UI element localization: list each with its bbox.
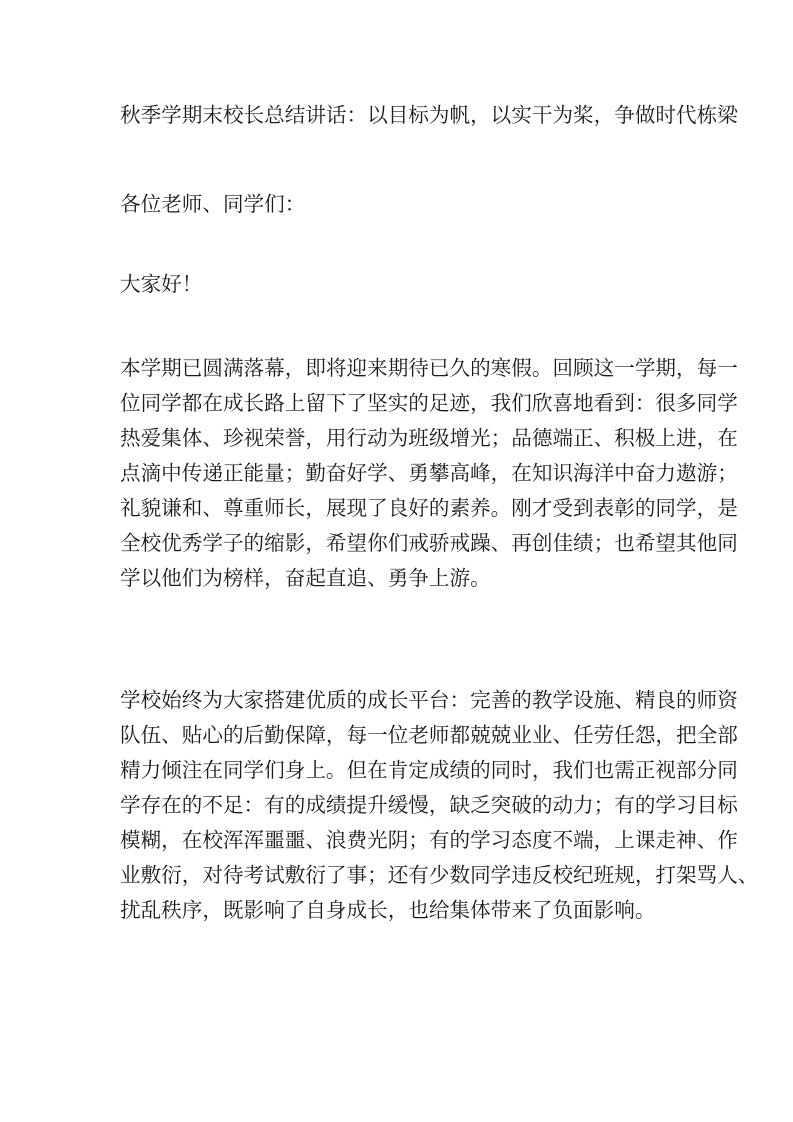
paragraph-line: 位同学都在成长路上留下了坚实的足迹，我们欣喜地看到：很多同学 [120, 391, 738, 415]
paragraph-line: 热爱集体、珍视荣誉，用行动为班级增光；品德端正、积极上进，在 [120, 426, 738, 450]
paragraph-line: 扰乱秩序，既影响了自身成长，也给集体带来了负面影响。 [120, 898, 656, 922]
paragraph-line: 精力倾注在同学们身上。但在肯定成绩的同时，我们也需正视部分同 [120, 758, 738, 782]
paragraph-line: 点滴中传递正能量；勤奋好学、勇攀高峰，在知识海洋中奋力遨游； [120, 461, 738, 485]
document-title: 秋季学期末校长总结讲话：以目标为帆，以实干为桨，争做时代栋梁 [120, 103, 738, 127]
paragraph-line: 学以他们为榜样，奋起直追、勇争上游。 [120, 566, 491, 590]
paragraph-line: 学校始终为大家搭建优质的成长平台：完善的教学设施、精良的师资 [120, 688, 738, 712]
paragraph-line: 学存在的不足：有的成绩提升缓慢，缺乏突破的动力；有的学习目标 [120, 793, 738, 817]
paragraph-line: 本学期已圆满落幕，即将迎来期待已久的寒假。回顾这一学期，每一 [120, 356, 738, 380]
paragraph-line: 模糊，在校浑浑噩噩、浪费光阴；有的学习态度不端，上课走神、作 [120, 828, 738, 852]
greeting: 大家好！ [120, 272, 203, 296]
paragraph-line: 队伍、贴心的后勤保障，每一位老师都兢兢业业、任劳任怨，把全部 [120, 723, 738, 747]
paragraph-line: 业敷衍，对待考试敷衍了事；还有少数同学违反校纪班规，打架骂人、 [120, 863, 759, 887]
salutation: 各位老师、同学们： [120, 192, 306, 216]
paragraph-line: 全校优秀学子的缩影，希望你们戒骄戒躁、再创佳绩；也希望其他同 [120, 531, 738, 555]
paragraph-line: 礼貌谦和、尊重师长，展现了良好的素养。刚才受到表彰的同学，是 [120, 496, 738, 520]
